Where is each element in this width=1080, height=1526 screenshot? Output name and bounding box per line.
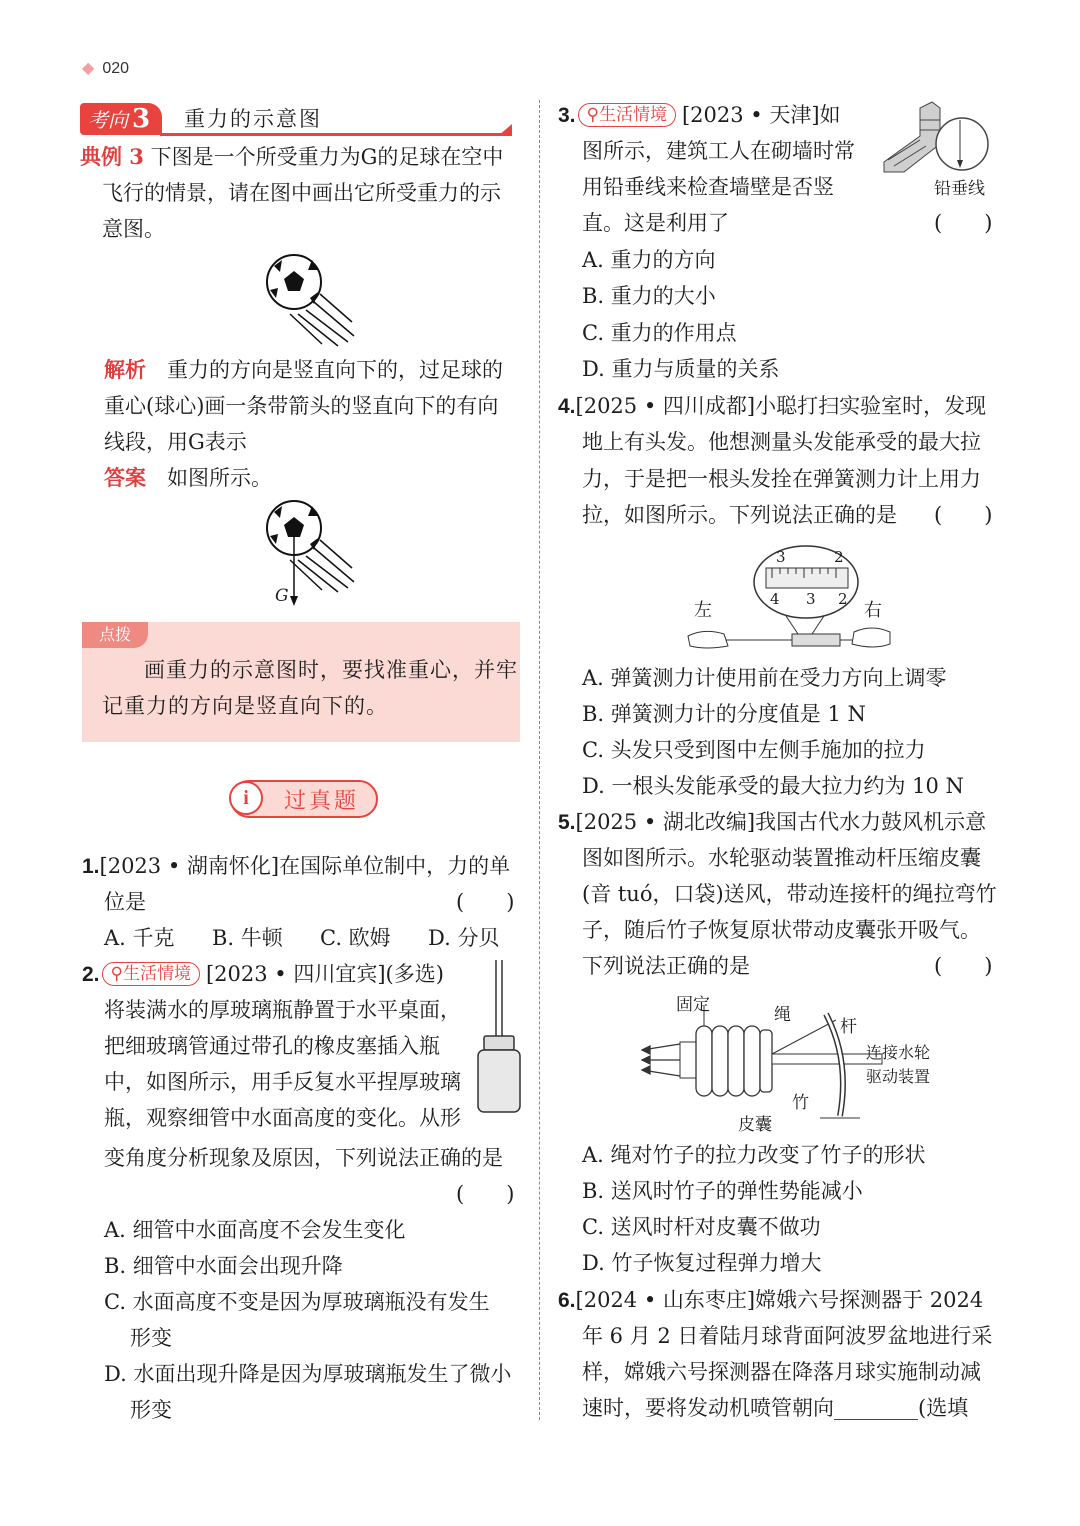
q3-option-a: A. 重力的方向 [582,248,716,272]
example-line-3: 意图。 [102,217,165,241]
scale-tick-bottom-1: 4 [770,590,780,608]
q2-option-d-cont: 形变 [130,1398,172,1422]
q3-line-3: 用铅垂线来检查墙壁是否竖 [582,175,834,199]
q2-line-1: 2. ⚲生活情境 [2023 • 四川宜宾](多选) [82,962,444,986]
q1-answer-blank[interactable]: ( ) [456,890,515,914]
q3-line-4: 直。这是利用了 [582,211,729,235]
q2-option-b: B. 细管中水面会出现升降 [104,1254,343,1278]
q4-option-d: D. 一根头发能承受的最大拉力约为 10 N [582,774,964,798]
q1-option-b: B. 牛顿 [212,926,283,950]
q3-option-d: D. 重力与质量的关系 [582,357,780,381]
q5-option-c: C. 送风时杆对皮囊不做功 [582,1215,821,1239]
topic-tag: 考向 3 [80,103,162,135]
bamboo-label: 竹 [792,1093,809,1113]
tip-line-2: 记重力的方向是竖直向下的。 [102,694,388,718]
column-divider [539,100,540,1420]
q6-line-4[interactable]: 速时，要将发动机喷管朝向________(选填 [582,1396,969,1420]
example-line-2: 飞行的情景，请在图中画出它所受重力的示 [102,181,501,205]
q1-option-d: D. 分贝 [428,926,500,950]
analysis-line-1: 解析 重力的方向是竖直向下的，过足球的 [104,357,503,382]
q2-line-2: 将装满水的厚玻璃瓶静置于水平桌面， [104,998,461,1022]
q1-line-2: 位是 [104,890,146,914]
q4-line-4: 拉，如图所示。下列说法正确的是 [582,503,897,527]
soccer-ball-figure [262,250,362,350]
tip-label: 点拨 [82,622,148,648]
q4-option-b: B. 弹簧测力计的分度值是 1 N [582,702,866,726]
rod-label: 杆 [840,1017,857,1037]
q6-line-1: 6.[2024 • 山东枣庄]嫦娥六号探测器于 2024 [558,1288,984,1312]
q6-line-3: 样，嫦娥六号探测器在降落月球实施制动减 [582,1360,981,1384]
fixed-label: 固定 [676,995,710,1015]
q4-line-2: 地上有头发。他想测量头发能承受的最大拉 [582,430,981,454]
q5-line-1: 5.[2025 • 湖北改编]我国古代水力鼓风机示意 [558,810,987,834]
q5-line-2: 图如图所示。水轮驱动装置推动杆压缩皮囊 [582,846,981,870]
tip-line-1: 画重力的示意图时，要找准重心，并牢 [144,658,518,682]
glass-bottle-figure [474,958,526,1118]
scale-tick-top-2: 2 [834,548,844,566]
gravity-label: G [275,586,289,606]
spring-scale-figure [684,542,894,654]
q2-answer-blank[interactable]: ( ) [456,1182,515,1206]
q4-line-3: 力，于是把一根头发拴在弹簧测力计上用力 [582,467,981,491]
q2-option-a: A. 细管中水面高度不会发生变化 [104,1218,406,1242]
q4-option-c: C. 头发只受到图中左侧手施加的拉力 [582,738,926,762]
page-number: ◆ 020 [82,60,130,77]
life-situation-tag: ⚲生活情境 [102,962,200,986]
location-pin-icon: ⚲ [586,105,599,125]
location-pin-icon: ⚲ [110,964,123,984]
life-situation-tag: ⚲生活情境 [578,103,676,127]
topic-underline [160,133,510,136]
section-title: 过真题 [284,789,360,814]
example-line-1: 典例 3 下图是一个所受重力为G的足球在空中 [80,144,504,169]
q5-line-4: 子，随后竹子恢复原状带动皮囊张开吸气。 [582,918,981,942]
q5-option-b: B. 送风时竹子的弹性势能减小 [582,1179,863,1203]
q3-answer-blank[interactable]: ( ) [934,211,993,235]
q3-option-c: C. 重力的作用点 [582,321,737,345]
bag-label: 皮囊 [738,1115,772,1135]
topic-title: 重力的示意图 [184,107,322,131]
q2-line-5: 瓶，观察细管中水面高度的变化。从形 [104,1106,461,1130]
scale-tick-top-1: 3 [776,548,786,566]
q2-option-c: C. 水面高度不变是因为厚玻璃瓶没有发生 [104,1290,490,1314]
q2-option-c-cont: 形变 [130,1326,172,1350]
q4-answer-blank[interactable]: ( ) [934,503,993,527]
analysis-line-3: 线段，用G表示 [104,430,247,454]
drive-label-1: 连接水轮 [866,1043,931,1062]
q2-option-d: D. 水面出现升降是因为厚玻璃瓶发生了微小 [104,1362,512,1386]
rope-label: 绳 [774,1005,791,1025]
q6-line-2: 年 6 月 2 日着陆月球背面阿波罗盆地进行采 [582,1324,993,1348]
scale-tick-bottom-3: 2 [838,590,848,608]
q2-line-4: 中，如图所示，用手反复水平捏厚玻璃 [104,1070,461,1094]
right-label: 右 [864,600,882,621]
q1-option-a: A. 千克 [104,926,175,950]
q5-option-a: A. 绳对竹子的拉力改变了竹子的形状 [582,1143,926,1167]
topic-underline-arrow [498,124,512,136]
q3-line-1: 3. ⚲生活情境 [2023 • 天津]如 [558,103,841,127]
left-label: 左 [694,600,712,621]
q5-line-3: (音 tuó，口袋)送风，带动连接杆的绳拉弯竹 [582,882,997,906]
q3-option-b: B. 重力的大小 [582,284,716,308]
plumb-line-label: 铅垂线 [934,179,985,199]
q5-line-5: 下列说法正确的是 [582,954,750,978]
q2-line-6: 变角度分析现象及原因，下列说法正确的是 [104,1146,503,1170]
scale-tick-bottom-2: 3 [806,590,816,608]
info-icon: i [229,781,263,815]
answer-line: 答案 如图所示。 [104,465,272,490]
q4-option-a: A. 弹簧测力计使用前在受力方向上调零 [582,666,947,690]
analysis-line-2: 重心(球心)画一条带箭头的竖直向下的有向 [104,394,499,418]
q1-option-c: C. 欧姆 [320,926,391,950]
q2-line-3: 把细玻璃管通过带孔的橡皮塞插入瓶 [104,1034,440,1058]
drive-label-2: 驱动装置 [866,1067,931,1086]
plumb-line-figure [880,100,992,180]
q5-answer-blank[interactable]: ( ) [934,954,993,978]
q5-option-d: D. 竹子恢复过程弹力增大 [582,1251,822,1275]
q1-line-1: 1.[2023 • 湖南怀化]在国际单位制中，力的单 [82,854,511,878]
q4-line-1: 4.[2025 • 四川成都]小聪打扫实验室时，发现 [558,394,987,418]
q3-line-2: 图所示，建筑工人在砌墙时常 [582,139,855,163]
